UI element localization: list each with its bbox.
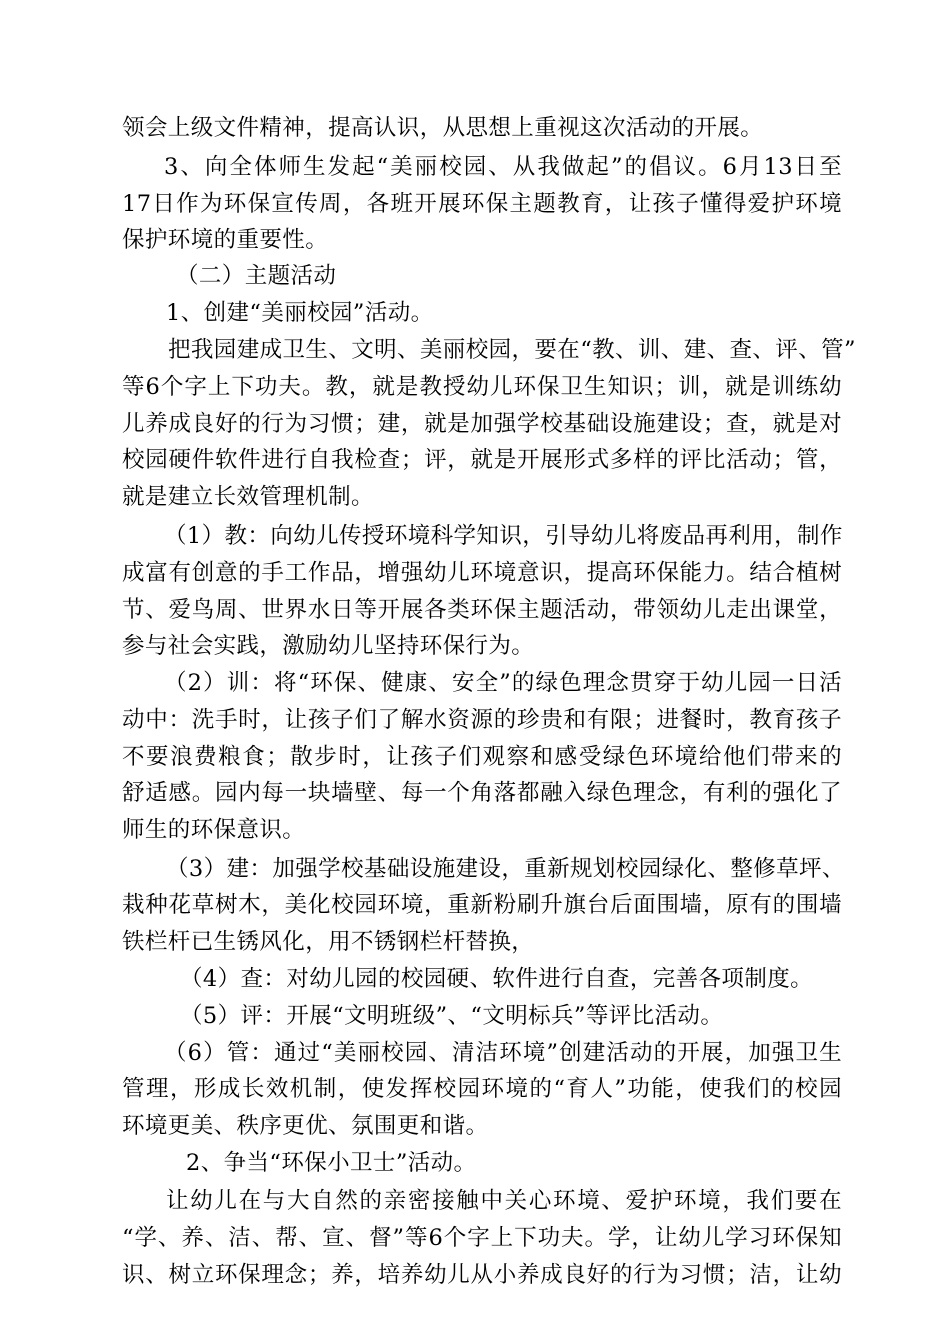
paragraph-line: 领会上级文件精神，提高认识，从思想上重视这次活动的开展。 — [122, 115, 764, 141]
paragraph-line: 节、爱鸟周、世界水日等开展各类环保主题活动，带领幼儿走出课堂， — [122, 597, 842, 623]
paragraph-line: 把我园建成卫生、文明、美丽校园，要在“教、训、建、查、评、管” — [168, 337, 856, 363]
paragraph-line: （6）管：通过“美丽校园、清洁环境”创建活动的开展，加强卫生 — [164, 1040, 842, 1066]
paragraph-line: 铁栏杆已生锈风化，用不锈钢栏杆替换， — [122, 929, 535, 955]
paragraph-line: 17日作为环保宣传周，各班开展环保主题教育，让孩子懂得爱护环境 — [122, 191, 842, 217]
paragraph-line: 等6个字上下功夫。教，就是教授幼儿环保卫生知识；训，就是训练幼 — [122, 374, 842, 400]
paragraph-line: （1）教：向幼儿传授环境科学知识，引导幼儿将废品再利用，制作 — [164, 523, 843, 549]
paragraph-line: （4）查：对幼儿园的校园硬、软件进行自查，完善各项制度。 — [180, 966, 814, 992]
paragraph-line: 管理，形成长效机制，使发挥校园环境的“育人”功能，使我们的校园 — [122, 1076, 842, 1102]
paragraph-line: 舒适感。园内每一块墙壁、每一个角落都融入绿色理念，有利的强化了 — [122, 780, 842, 806]
paragraph-line: 儿养成良好的行为习惯；建，就是加强学校基础设施建设；查，就是对 — [122, 411, 842, 437]
paragraph-line: 校园硬件软件进行自我检查；评，就是开展形式多样的评比活动；管， — [122, 447, 842, 473]
paragraph-line: 动中：洗手时，让孩子们了解水资源的珍贵和有限；进餐时，教育孩子 — [122, 707, 842, 733]
subsection-heading: 2、争当“环保小卫士”活动。 — [186, 1150, 477, 1176]
paragraph-line: 栽种花草树木，美化校园环境，重新粉刷升旗台后面围墙，原有的围墙 — [122, 892, 842, 918]
paragraph-line: 识、树立环保理念；养，培养幼儿从小养成良好的行为习惯；洁，让幼 — [122, 1262, 842, 1288]
paragraph-line: 不要浪费粮食；散步时，让孩子们观察和感受绿色环境给他们带来的 — [122, 744, 842, 770]
section-heading: （二）主题活动 — [176, 263, 337, 289]
paragraph-line: （3）建：加强学校基础设施建设，重新规划校园绿化、整修草坪、 — [166, 856, 845, 882]
paragraph-line: 3、向全体师生发起“美丽校园、从我做起”的倡议。6月13日至 — [164, 154, 842, 180]
paragraph-line: “学、养、洁、帮、宣、督”等6个字上下功夫。学，让幼儿学习环保知 — [122, 1225, 842, 1251]
paragraph-line: （2）训：将“环保、健康、安全”的绿色理念贯穿于幼儿园一日活 — [164, 670, 842, 696]
paragraph-line: 就是建立长效管理机制。 — [122, 484, 374, 510]
paragraph-line: 参与社会实践，激励幼儿坚持环保行为。 — [122, 633, 535, 659]
paragraph-line: 环境更美、秩序更优、氛围更和谐。 — [122, 1113, 489, 1139]
paragraph-line: 成富有创意的手工作品，增强幼儿环境意识，提高环保能力。结合植树 — [122, 560, 842, 586]
paragraph-line: 让幼儿在与大自然的亲密接触中关心环境、爱护环境，我们要在 — [166, 1188, 842, 1214]
paragraph-line: 保护环境的重要性。 — [122, 227, 329, 253]
paragraph-line: （5）评：开展“文明班级”、“文明标兵”等评比活动。 — [180, 1003, 724, 1029]
subsection-heading: 1、创建“美丽校园”活动。 — [166, 300, 434, 326]
paragraph-line: 师生的环保意识。 — [122, 817, 306, 843]
